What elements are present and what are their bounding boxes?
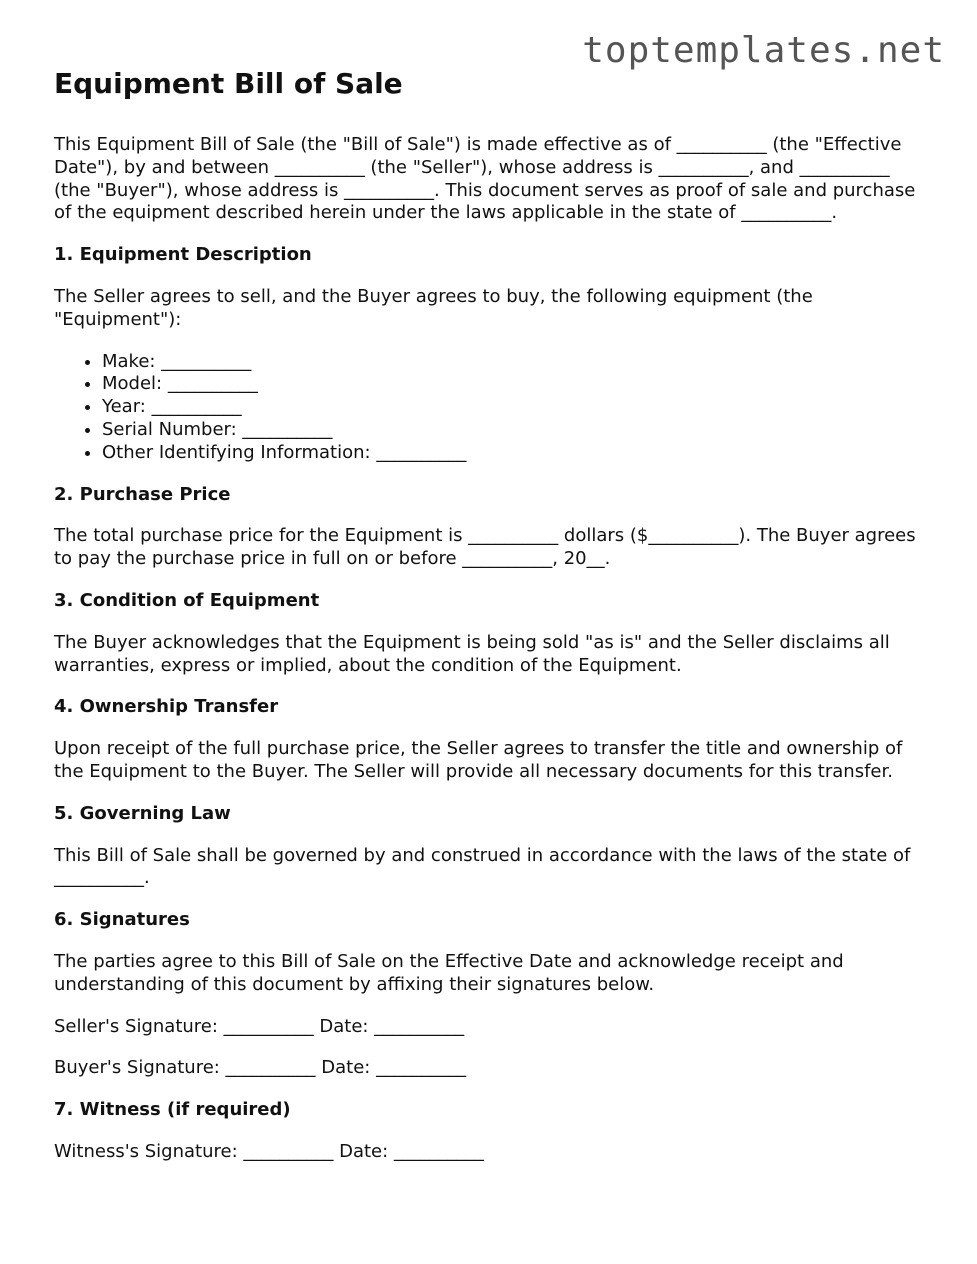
price-paragraph: The total purchase price for the Equipment is __________ dollars ($__________). The Buyer agrees to pay the purchase price in full on or before __________, 20__.	[54, 525, 916, 570]
buyer-signature-line: Buyer's Signature: __________ Date: __________	[54, 1057, 467, 1079]
equipment-list	[54, 351, 924, 465]
list-item: • Serial Number: __________	[102, 419, 924, 442]
document-title: Equipment Bill of Sale	[54, 67, 403, 100]
section-heading-signatures: 6. Signatures	[54, 909, 190, 931]
list-item: • Model: __________	[102, 373, 924, 396]
list-item: • Other Identifying Information: __________	[102, 442, 924, 465]
intro-paragraph: This Equipment Bill of Sale (the "Bill of Sale") is made effective as of __________ (the "Effective Date"), by and between __________ (the "Seller"), whose address is __________, and __________ (the "Buyer"), whose address is __________. This document serves as proof of sale and purchase of the equipment described herein under the laws applicable in the state of __________.	[54, 134, 916, 224]
section-heading-ownership: 4. Ownership Transfer	[54, 696, 279, 718]
witness-signature-line: Witness's Signature: __________ Date: __________	[54, 1140, 484, 1162]
condition-paragraph: The Buyer acknowledges that the Equipment is being sold "as is" and the Seller disclaims all warranties, express or implied, about the condition of the Equipment.	[54, 631, 890, 676]
document-body	[54, 66, 924, 1183]
watermark: toptemplates.net	[582, 30, 945, 71]
seller-signature-line: Seller's Signature: __________ Date: __________	[54, 1015, 465, 1037]
equipment-paragraph: The Seller agrees to sell, and the Buyer agrees to buy, the following equipment (the "Equipment"):	[54, 285, 813, 330]
section-heading-condition: 3. Condition of Equipment	[54, 589, 320, 611]
list-item: • Make: __________	[102, 351, 924, 374]
ownership-paragraph: Upon receipt of the full purchase price, the Seller agrees to transfer the title and ownership of the Equipment to the Buyer. The Seller will provide all necessary documents for this transfer.	[54, 738, 903, 782]
list-item: • Year: __________	[102, 396, 924, 419]
law-paragraph: This Bill of Sale shall be governed by and construed in accordance with the laws of the state of __________.	[54, 844, 911, 889]
signatures-paragraph: The parties agree to this Bill of Sale on the Effective Date and acknowledge receipt and understanding of this document by affixing their signatures below.	[54, 950, 844, 995]
section-heading-witness: 7. Witness (if required)	[54, 1099, 291, 1121]
section-heading-law: 5. Governing Law	[54, 802, 231, 824]
section-heading-price: 2. Purchase Price	[54, 483, 231, 505]
section-heading-equipment: 1. Equipment Description	[54, 244, 312, 266]
